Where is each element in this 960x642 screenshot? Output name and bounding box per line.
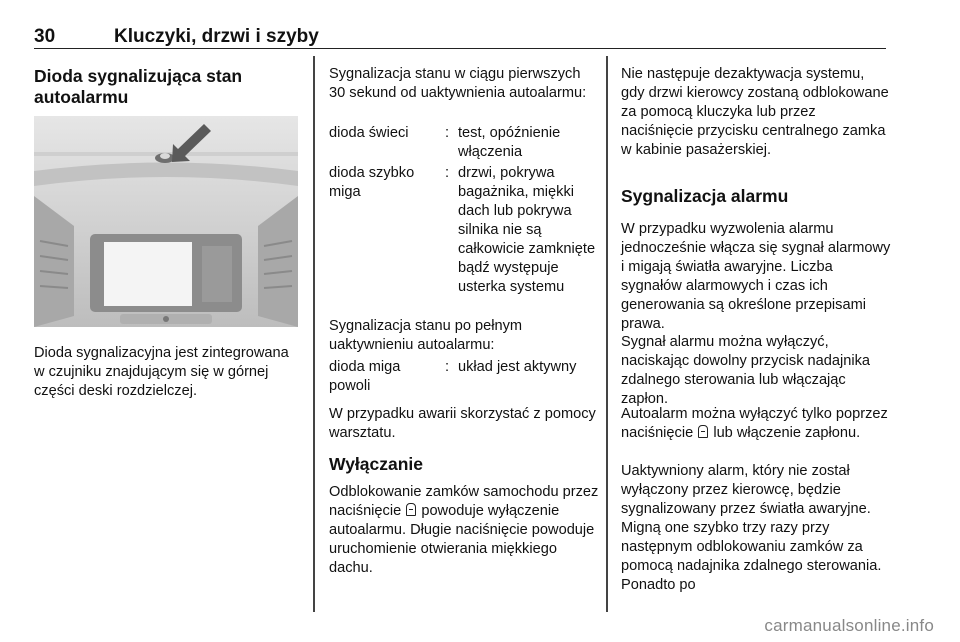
status-list-initial (329, 124, 604, 316)
unlock-text-a: Odblokowanie zamków samochodu przez naciśnięcie (329, 484, 599, 519)
list-definition: test, opóźnienie włączenia (458, 125, 561, 160)
alarm-trigger-paragraph: W przypadku wyzwolenia alarmu jednocześnie włącza się sygnał alarmowy i migają światła awaryjne. Liczba sygnałów alarmowych i czas ich generowania są określone przepisami prawa. (621, 221, 891, 332)
only-text-a: Autoalarm można wyłączyć tylko poprzez naciśnięcie (621, 406, 888, 441)
alarm-only-paragraph (621, 405, 891, 443)
only-text-b: lub włączenie zapłonu. (713, 425, 861, 441)
unlock-key-icon (406, 503, 416, 516)
alarm-activated-paragraph: Uaktywniony alarm, który nie został wyłączony przez kierowcę, będzie sygnalizowany przez światła awaryjne. Migną one szybko trzy razy przy następnym odblokowaniu zamków za pomocą nadajnika zdalnego sterowania. Ponadto po (621, 463, 882, 593)
section-heading-deactivation: Wyłączanie (329, 454, 424, 474)
list-colon: : (445, 125, 450, 141)
page-header (34, 22, 886, 49)
failure-paragraph: W przypadku awarii skorzystać z pomocy warsztatu. (329, 406, 596, 441)
intro-after-activation: Sygnalizacja stanu po pełnym uaktywnieniu autoalarmu: (329, 318, 523, 353)
watermark: carmanualsonline.info (764, 616, 934, 635)
figure-caption: Dioda sygnalizacyjna jest zintegrowana w czujniku znajdującym się w górnej części deski rozdzielczej. (34, 345, 289, 399)
list-term: dioda świeci (329, 125, 409, 141)
intro-first-30s: Sygnalizacja stanu w ciągu pierwszych 30 sekund od uaktywnienia autoalarmu: (329, 66, 587, 101)
dashboard-illustration (34, 116, 298, 327)
list-term: dioda miga powoli (329, 359, 401, 394)
list-item (329, 164, 604, 316)
deactivation-paragraph: Nie następuje dezaktywacja systemu, gdy drzwi kierowcy zostaną odblokowane za pomocą kluczyka lub przez naciśnięcie przycisku centralnego zamka w kabinie pasażerskiej. (621, 66, 889, 158)
column-divider-2 (606, 56, 608, 612)
column-divider-1 (313, 56, 315, 612)
section-heading-led: Dioda sygnalizująca stan autoalarmu (34, 66, 243, 107)
list-item (329, 358, 604, 398)
list-colon: : (445, 359, 450, 375)
dashboard-photo (34, 116, 298, 327)
unlock-paragraph (329, 483, 599, 578)
list-definition: układ jest aktywny (458, 359, 577, 375)
list-item (329, 124, 604, 164)
chapter-title: Kluczyki, drzwi i szyby (114, 26, 319, 47)
unlock-text-b: powoduje wyłączenie autoalarmu. Długie naciśnięcie powoduje uruchomienie otwierania miękkiego dachu. (329, 503, 595, 576)
list-colon: : (445, 165, 450, 181)
page-number: 30 (34, 26, 56, 47)
alarm-off-paragraph: Sygnał alarmu można wyłączyć, naciskając dowolny przycisk nadajnika zdalnego sterowania lub włączając zapłon. (621, 334, 871, 407)
section-heading-alarm: Sygnalizacja alarmu (621, 186, 789, 206)
list-term: dioda szybko miga (329, 165, 415, 200)
status-list-active (329, 358, 604, 398)
unlock-key-icon (698, 425, 708, 438)
list-definition: drzwi, pokrywa bagażnika, miękki dach lub pokrywa silnika nie są całkowicie zamknięte bądź występuje usterka systemu (458, 165, 596, 295)
